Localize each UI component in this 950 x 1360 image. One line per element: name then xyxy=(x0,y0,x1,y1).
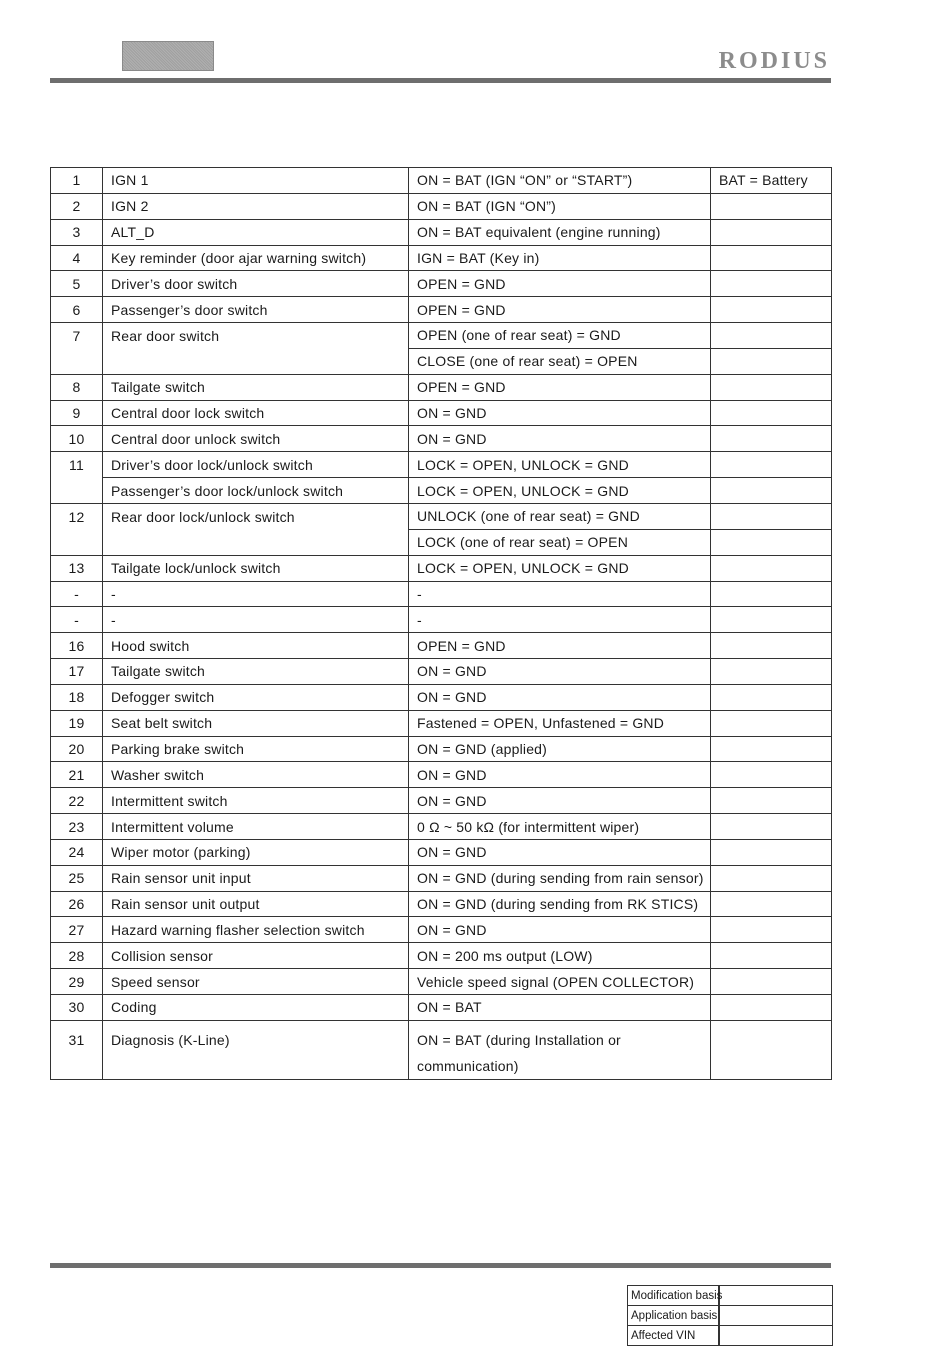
table-row xyxy=(51,995,832,1021)
signal-note xyxy=(711,219,832,245)
signal-table-body xyxy=(51,168,832,1080)
revision-value xyxy=(719,1326,833,1346)
signal-condition: ON = BAT xyxy=(409,995,711,1021)
brand-logo: RODIUS xyxy=(718,48,830,74)
signal-note xyxy=(711,555,832,581)
signal-condition: ON = BAT (IGN “ON” or “START”) xyxy=(409,168,711,194)
signal-name: - xyxy=(103,581,409,607)
signal-note xyxy=(711,193,832,219)
signal-name: Intermittent volume xyxy=(103,814,409,840)
signal-condition: ON = GND (during sending from RK STICS) xyxy=(409,891,711,917)
table-row xyxy=(51,297,832,323)
signal-note xyxy=(711,633,832,659)
signal-note xyxy=(711,426,832,452)
signal-condition: OPEN = GND xyxy=(409,271,711,297)
row-number: - xyxy=(51,581,103,607)
signal-note xyxy=(711,452,832,478)
table-row xyxy=(51,452,832,478)
signal-name: Seat belt switch xyxy=(103,710,409,736)
signal-name: Defogger switch xyxy=(103,684,409,710)
table-row xyxy=(51,555,832,581)
row-number: 22 xyxy=(51,788,103,814)
signal-condition: LOCK = OPEN, UNLOCK = GND xyxy=(409,452,711,478)
row-number: 30 xyxy=(51,995,103,1021)
table-row xyxy=(51,814,832,840)
table-row xyxy=(51,607,832,633)
table-row xyxy=(51,323,832,349)
signal-note xyxy=(711,891,832,917)
signal-name: Speed sensor xyxy=(103,969,409,995)
row-number: 8 xyxy=(51,374,103,400)
signal-condition: Fastened = OPEN, Unfastened = GND xyxy=(409,710,711,736)
table-row xyxy=(51,762,832,788)
signal-condition: LOCK = OPEN, UNLOCK = GND xyxy=(409,555,711,581)
signal-condition: - xyxy=(409,581,711,607)
table-row xyxy=(51,710,832,736)
revision-row xyxy=(628,1286,833,1306)
signal-name: Driver’s door lock/unlock switch xyxy=(103,452,409,478)
row-number: 9 xyxy=(51,400,103,426)
row-number: 10 xyxy=(51,426,103,452)
row-number: 4 xyxy=(51,245,103,271)
signal-condition: LOCK = OPEN, UNLOCK = GND xyxy=(409,478,711,504)
signal-condition: ON = 200 ms output (LOW) xyxy=(409,943,711,969)
row-number: 20 xyxy=(51,736,103,762)
signal-note xyxy=(711,478,832,504)
revision-label: Affected VIN xyxy=(628,1326,719,1346)
signal-note xyxy=(711,503,832,529)
signal-note xyxy=(711,297,832,323)
signal-condition: OPEN = GND xyxy=(409,374,711,400)
revision-row xyxy=(628,1306,833,1326)
revision-label: Modification basis xyxy=(628,1286,719,1306)
signal-condition: ON = GND (applied) xyxy=(409,736,711,762)
table-row xyxy=(51,1020,832,1079)
row-number: 21 xyxy=(51,762,103,788)
signal-note xyxy=(711,684,832,710)
row-number: 5 xyxy=(51,271,103,297)
table-row xyxy=(51,788,832,814)
signal-note xyxy=(711,271,832,297)
table-row xyxy=(51,839,832,865)
signal-name: Tailgate switch xyxy=(103,659,409,685)
signal-condition: UNLOCK (one of rear seat) = GND xyxy=(409,503,711,529)
row-number: - xyxy=(51,607,103,633)
signal-note xyxy=(711,995,832,1021)
signal-name: ALT_D xyxy=(103,219,409,245)
signal-condition: ON = GND xyxy=(409,788,711,814)
signal-condition: CLOSE (one of rear seat) = OPEN xyxy=(409,348,711,374)
header-rule xyxy=(50,78,831,83)
signal-note xyxy=(711,865,832,891)
signal-note xyxy=(711,323,832,349)
signal-name: Wiper motor (parking) xyxy=(103,839,409,865)
row-number: 17 xyxy=(51,659,103,685)
signal-note xyxy=(711,348,832,374)
revision-value xyxy=(719,1286,833,1306)
row-number: 18 xyxy=(51,684,103,710)
row-number: 23 xyxy=(51,814,103,840)
signal-condition: ON = GND xyxy=(409,426,711,452)
row-number: 27 xyxy=(51,917,103,943)
row-number: 13 xyxy=(51,555,103,581)
table-row xyxy=(51,193,832,219)
signal-condition: ON = BAT (during Installation or communication) xyxy=(409,1020,711,1079)
signal-note xyxy=(711,788,832,814)
table-row xyxy=(51,943,832,969)
table-row xyxy=(51,581,832,607)
signal-name: Rear door switch xyxy=(103,323,409,349)
revision-label: Application basis xyxy=(628,1306,719,1326)
signal-note xyxy=(711,400,832,426)
signal-name: Hood switch xyxy=(103,633,409,659)
signal-table xyxy=(50,167,832,1080)
row-number: 11 xyxy=(51,452,103,478)
signal-condition: LOCK (one of rear seat) = OPEN xyxy=(409,529,711,555)
signal-condition: ON = BAT (IGN “ON”) xyxy=(409,193,711,219)
signal-condition: OPEN = GND xyxy=(409,633,711,659)
signal-note xyxy=(711,969,832,995)
table-row xyxy=(51,219,832,245)
table-row xyxy=(51,400,832,426)
signal-name: Hazard warning flasher selection switch xyxy=(103,917,409,943)
row-number: 3 xyxy=(51,219,103,245)
signal-name: Diagnosis (K-Line) xyxy=(103,1020,409,1079)
signal-note xyxy=(711,917,832,943)
row-number: 24 xyxy=(51,839,103,865)
signal-name: Intermittent switch xyxy=(103,788,409,814)
row-number: 28 xyxy=(51,943,103,969)
row-number: 6 xyxy=(51,297,103,323)
table-row xyxy=(51,891,832,917)
signal-condition: ON = GND (during sending from rain sensor) xyxy=(409,865,711,891)
table-row xyxy=(51,633,832,659)
section-tab xyxy=(122,41,214,71)
signal-note xyxy=(711,736,832,762)
signal-name: Coding xyxy=(103,995,409,1021)
row-number: 31 xyxy=(51,1020,103,1079)
table-row xyxy=(51,865,832,891)
footer-rule xyxy=(50,1263,831,1268)
revision-table xyxy=(627,1285,833,1346)
table-row xyxy=(51,478,832,504)
signal-name: - xyxy=(103,607,409,633)
signal-condition: ON = BAT equivalent (engine running) xyxy=(409,219,711,245)
signal-condition: ON = GND xyxy=(409,839,711,865)
revision-row xyxy=(628,1326,833,1346)
signal-name: Passenger’s door lock/unlock switch xyxy=(103,478,409,504)
signal-condition: ON = GND xyxy=(409,762,711,788)
row-number: 26 xyxy=(51,891,103,917)
row-number: 29 xyxy=(51,969,103,995)
signal-note: BAT = Battery xyxy=(711,168,832,194)
signal-note xyxy=(711,659,832,685)
table-row xyxy=(51,684,832,710)
signal-name: IGN 2 xyxy=(103,193,409,219)
signal-note xyxy=(711,762,832,788)
signal-name: Passenger’s door switch xyxy=(103,297,409,323)
row-number: 1 xyxy=(51,168,103,194)
signal-name: Collision sensor xyxy=(103,943,409,969)
signal-name: Central door unlock switch xyxy=(103,426,409,452)
row-number: 16 xyxy=(51,633,103,659)
revision-value xyxy=(719,1306,833,1326)
row-number: 12 xyxy=(51,503,103,529)
signal-note xyxy=(711,374,832,400)
table-row xyxy=(51,426,832,452)
signal-name xyxy=(103,348,409,374)
signal-name: Rear door lock/unlock switch xyxy=(103,503,409,529)
row-number: 2 xyxy=(51,193,103,219)
signal-note xyxy=(711,529,832,555)
signal-name: Washer switch xyxy=(103,762,409,788)
row-number: 19 xyxy=(51,710,103,736)
signal-condition: - xyxy=(409,607,711,633)
table-row xyxy=(51,736,832,762)
table-row xyxy=(51,917,832,943)
signal-condition: ON = GND xyxy=(409,400,711,426)
signal-name: Rain sensor unit input xyxy=(103,865,409,891)
signal-name: Driver’s door switch xyxy=(103,271,409,297)
signal-note xyxy=(711,581,832,607)
signal-condition: ON = GND xyxy=(409,659,711,685)
signal-condition: Vehicle speed signal (OPEN COLLECTOR) xyxy=(409,969,711,995)
table-row xyxy=(51,529,832,555)
table-row xyxy=(51,168,832,194)
row-number xyxy=(51,348,103,374)
table-row xyxy=(51,659,832,685)
signal-name: Parking brake switch xyxy=(103,736,409,762)
table-row xyxy=(51,271,832,297)
signal-name: Key reminder (door ajar warning switch) xyxy=(103,245,409,271)
signal-condition: ON = GND xyxy=(409,917,711,943)
row-number: 7 xyxy=(51,323,103,349)
signal-name: IGN 1 xyxy=(103,168,409,194)
signal-name: Tailgate switch xyxy=(103,374,409,400)
signal-name: Central door lock switch xyxy=(103,400,409,426)
table-row xyxy=(51,969,832,995)
signal-name: Rain sensor unit output xyxy=(103,891,409,917)
signal-note xyxy=(711,607,832,633)
signal-condition: 0 Ω ~ 50 kΩ (for intermittent wiper) xyxy=(409,814,711,840)
signal-note xyxy=(711,245,832,271)
signal-name: Tailgate lock/unlock switch xyxy=(103,555,409,581)
signal-note xyxy=(711,943,832,969)
signal-condition: OPEN = GND xyxy=(409,297,711,323)
table-row xyxy=(51,245,832,271)
signal-condition: OPEN (one of rear seat) = GND xyxy=(409,323,711,349)
signal-note xyxy=(711,710,832,736)
table-row xyxy=(51,503,832,529)
row-number xyxy=(51,478,103,504)
signal-note xyxy=(711,1020,832,1079)
signal-name xyxy=(103,529,409,555)
signal-condition: ON = GND xyxy=(409,684,711,710)
signal-condition: IGN = BAT (Key in) xyxy=(409,245,711,271)
row-number xyxy=(51,529,103,555)
table-row xyxy=(51,374,832,400)
signal-note xyxy=(711,839,832,865)
table-row xyxy=(51,348,832,374)
row-number: 25 xyxy=(51,865,103,891)
signal-note xyxy=(711,814,832,840)
